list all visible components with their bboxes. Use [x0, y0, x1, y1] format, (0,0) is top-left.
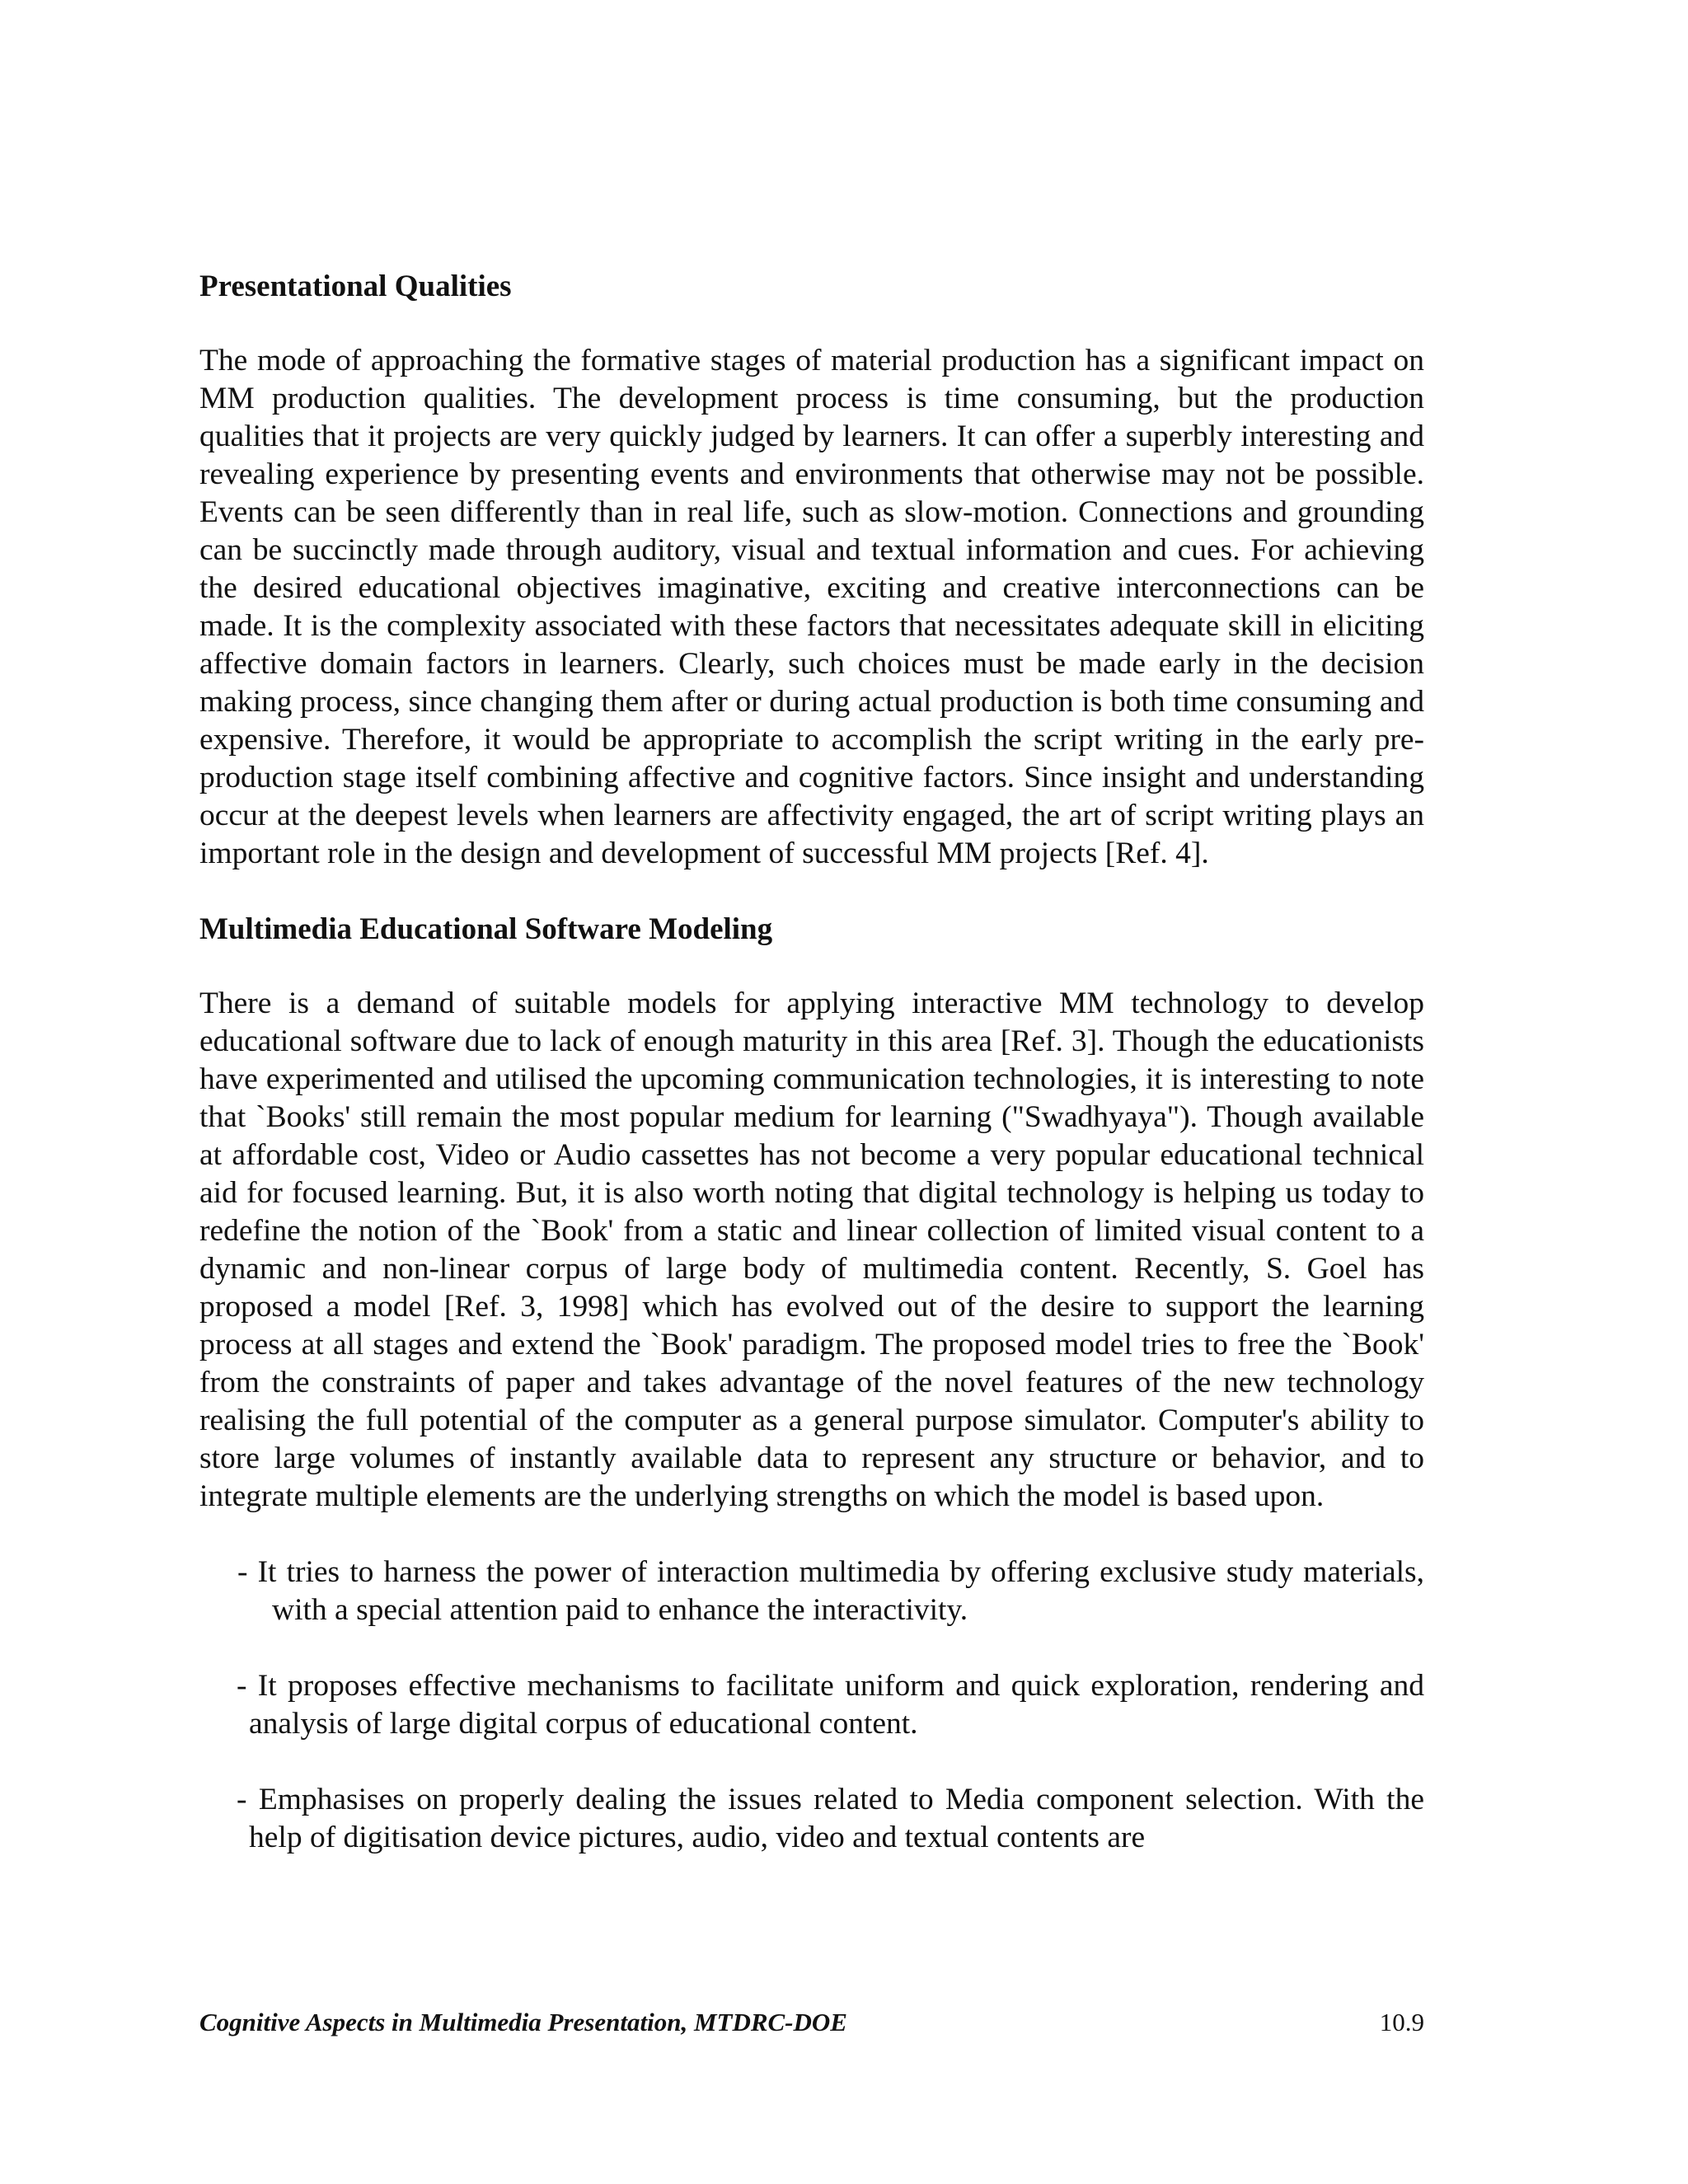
paragraph-software-modeling: There is a demand of suitable models for applying interactive MM technology to develop educational software due to lack of enough maturity in this area [Ref. 3]. Though the educationists have experimented and utilised the upcoming communication technologies, it is interesting to note that `Books' still remain the most popular medium for learning ("Swadhyaya"). Though available at affordable cost, Video or Audio cassettes has not become a very popular educational technical aid for focused learning. But, it is also worth noting that digital technology is helping us today to redefine the notion of the `Book' from a static and linear collection of limited visual content to a dynamic and non-linear corpus of large body of multimedia content. Recently, S. Goel has proposed a model [Ref. 3, 1998] which has evolved out of the desire to support the learning process at all stages and extend the `Book' paradigm. The proposed model tries to free the `Book' from the constraints of paper and takes advantage of the novel features of the new technology realising the full potential of the computer as a general purpose simulator. Computer's ability to store large volumes of instantly available data to represent any structure or behavior, and to integrate multiple elements are the underlying strengths on which the model is based upon. [199, 987, 1424, 1513]
bullet-list [199, 1554, 1424, 1857]
section-heading-presentational-qualities: Presentational Qualities [199, 269, 512, 303]
section-heading-software-modeling: Multimedia Educational Software Modeling [199, 912, 773, 946]
footer-title: Cognitive Aspects in Multimedia Presentation, MTDRC-DOE [199, 2008, 847, 2036]
page-number: 10.9 [1379, 2008, 1424, 2036]
bullet-item-exploration: - It proposes effective mechanisms to facilitate uniform and quick exploration, rendering and analysis of large digital corpus of educational content. [237, 1669, 1424, 1741]
page-body [199, 268, 1424, 1895]
paragraph-presentational-qualities: The mode of approaching the formative stages of material production has a significant impact on MM production qualities. The development process is time consuming, but the production qualities that it projects are very quickly judged by learners. It can offer a superbly interesting and revealing experience by presenting events and environments that otherwise may not be possible. Events can be seen differently than in real life, such as slow-motion. Connections and grounding can be succinctly made through auditory, visual and textual information and cues. For achieving the desired educational objectives imaginative, exciting and creative interconnections can be made. It is the complexity associated with these factors that necessitates adequate skill in eliciting affective domain factors in learners. Clearly, such choices must be made early in the decision making process, since changing them after or during actual production is both time consuming and expensive. Therefore, it would be appropriate to accomplish the script writing in the early pre-production stage itself combining affective and cognitive factors. Since insight and understanding occur at the deepest levels when learners are affectivity engaged, the art of script writing plays an important role in the design and development of successful MM projects [Ref. 4]. [199, 344, 1424, 870]
bullet-item-interaction: - It tries to harness the power of interaction multimedia by offering exclusive study materials, with a special attention paid to enhance the interactivity. [237, 1555, 1424, 1627]
bullet-item-media-selection: - Emphasises on properly dealing the issues related to Media component selection. With the help of digitisation device pictures, audio, video and textual contents are [237, 1783, 1424, 1854]
page-footer [199, 2006, 1424, 2039]
